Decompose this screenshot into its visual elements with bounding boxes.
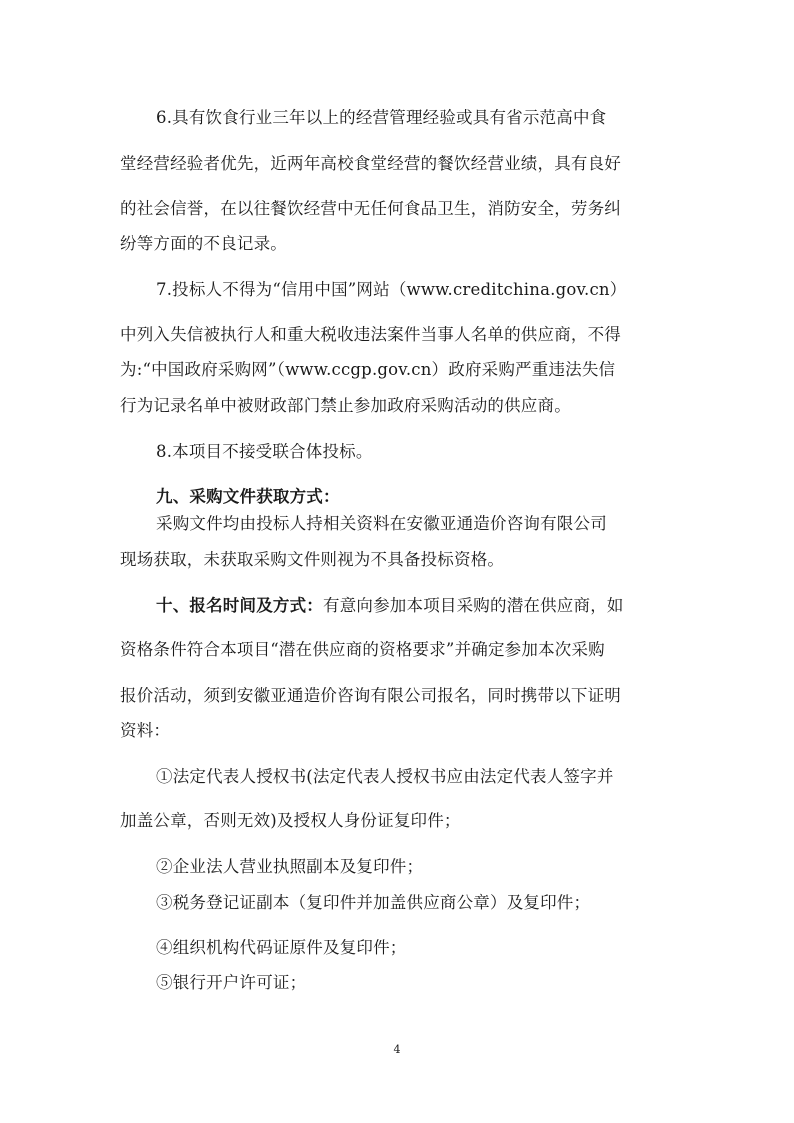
item-7-line-4: 行为记录名单中被财政部门禁止参加政府采购活动的供应商。: [120, 396, 571, 415]
item-8-line: 8.本项目不接受联合体投标。: [156, 442, 373, 461]
proof-item-3: ③税务登记证副本（复印件并加盖供应商公章）及复印件；: [156, 893, 591, 912]
section-10-line-4: 资料：: [120, 721, 171, 740]
item-6-line-2: 堂经营经验者优先，近两年高校食堂经营的餐饮经营业绩，具有良好: [120, 154, 621, 173]
section-10-line-2: 资格条件符合本项目“潜在供应商的资格要求”并确定参加本次采购: [120, 640, 605, 659]
proof-item-1-line-1: ①法定代表人授权书(法定代表人授权书应由法定代表人签字并: [156, 767, 614, 786]
item-6-line-1: 6.具有饮食行业三年以上的经营管理经验或具有省示范高中食: [156, 108, 607, 127]
item-6-line-3: 的社会信誉，在以往餐饮经营中无任何食品卫生，消防安全，劳务纠: [120, 199, 621, 218]
item-7-line-1: 7.投标人不得为“信用中国”网站（www.creditchina.gov.cn）: [156, 280, 627, 299]
page-number: 4: [393, 1043, 401, 1056]
section-9-line-1: 采购文件均由投标人持相关资料在安徽亚通造价咨询有限公司: [156, 514, 607, 533]
section-10-line-1: [156, 596, 624, 616]
proof-item-2: ②企业法人营业执照副本及复印件；: [156, 857, 424, 876]
section-10-line-3: 报价活动，须到安徽亚通造价咨询有限公司报名，同时携带以下证明: [120, 686, 621, 705]
section-9-line-2: 现场获取，未获取采购文件则视为不具备投标资格。: [120, 550, 505, 569]
item-7-line-3: 为:“中国政府采购网”（www.ccgp.gov.cn）政府采购严重违法失信: [120, 360, 616, 379]
item-7-line-2: 中列入失信被执行人和重大税收违法案件当事人名单的供应商，不得: [120, 325, 621, 344]
section-9-heading: 九、采购文件获取方式：: [156, 487, 340, 506]
proof-item-5: ⑤银行开户许可证；: [156, 973, 307, 992]
proof-item-1-line-2: 加盖公章，否则无效)及授权人身份证复印件；: [120, 811, 461, 830]
section-10-heading: 十、报名时间及方式：: [156, 596, 323, 615]
item-6-line-4: 纷等方面的不良记录。: [120, 234, 287, 253]
section-10-line-1-text: 有意向参加本项目采购的潜在供应商，如: [323, 596, 624, 615]
proof-item-4: ④组织机构代码证原件及复印件；: [156, 938, 407, 957]
